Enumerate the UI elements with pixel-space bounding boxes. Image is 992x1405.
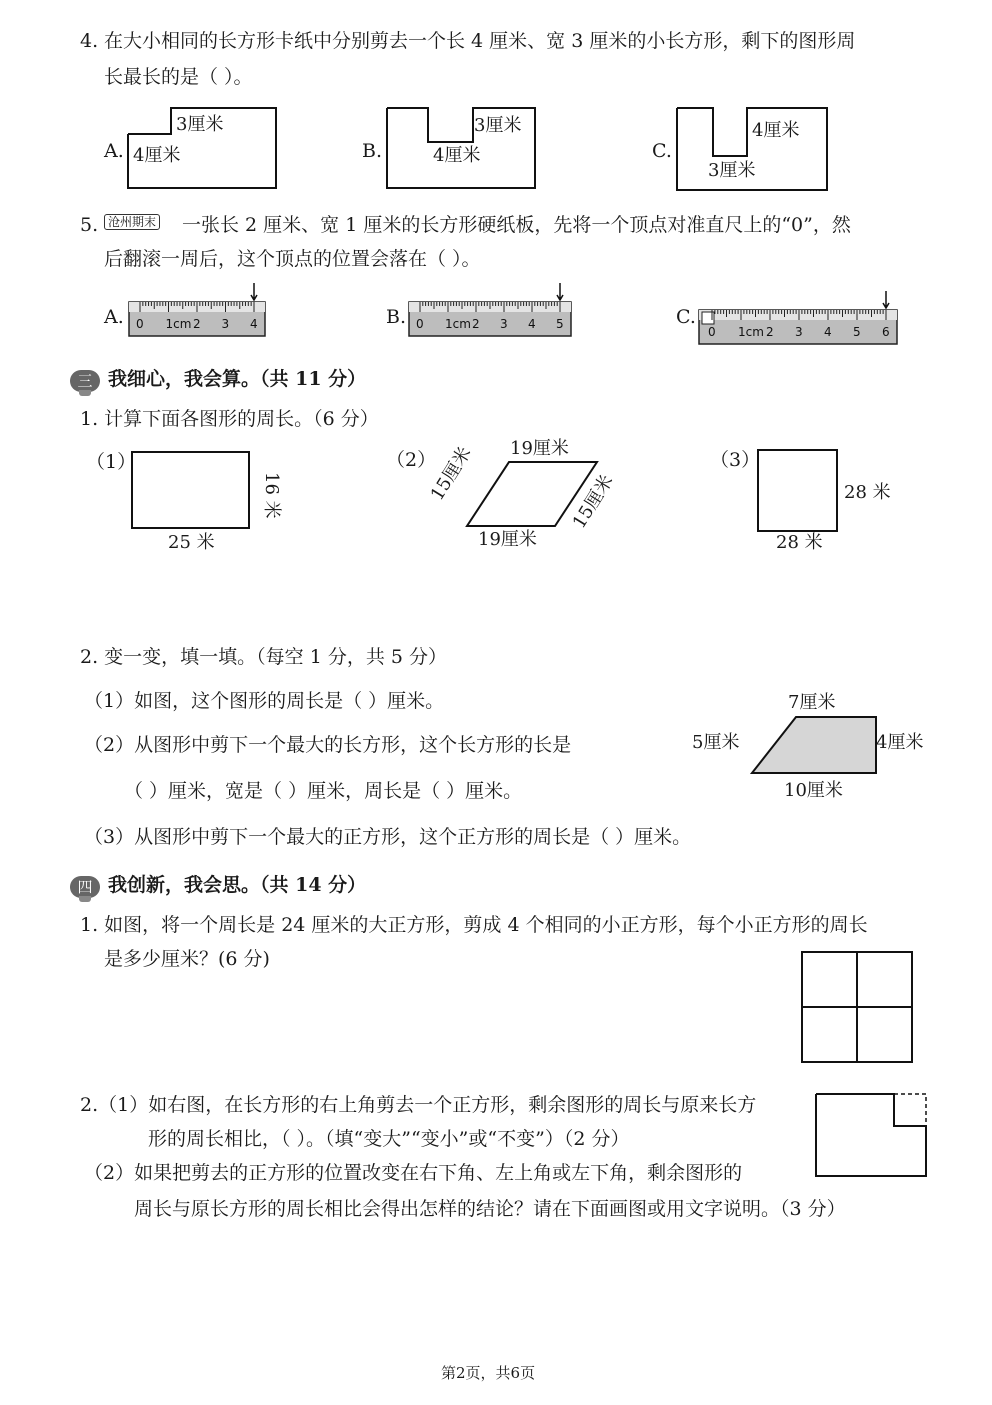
s4-q1-line1: 1. 如图，将一个周长是 24 厘米的大正方形，剪成 4 个相同的小正方形，每个小正方形的周长 [80,914,868,936]
ruler-tick-label: 0 [416,317,424,331]
s3-q1-part3-label: （3） [710,449,761,471]
q4-figure-c [675,104,835,194]
ruler-tick-label: 4 [250,317,258,331]
s3-q2-sub3: （3）从图形中剪下一个最大的正方形，这个正方形的周长是（ ）厘米。 [84,826,692,848]
ruler-arrow [883,291,889,308]
q4-option-c-label: C. [652,140,672,162]
s3-q2-fig-left-label: 5厘米 [692,732,740,753]
ruler-tick-label: 2 [766,325,774,339]
s3-q1-square-bottom-label: 28 米 [776,532,823,553]
s3-q2-trapezoid [750,715,880,777]
q5-number: 5. [80,214,99,236]
section-4-icon: 四 [70,876,100,898]
s3-q1-para-right-label: 15厘米 [568,471,618,533]
section-3-icon: 三 [70,370,100,392]
s3-q1-text: 1. 计算下面各图形的周长。（6 分） [80,408,379,430]
s3-q1-rectangle [130,450,252,532]
s3-q2-fig-top-label: 7厘米 [788,692,836,713]
q4-text-line1: 在大小相同的长方形卡纸中分别剪去一个长 4 厘米、宽 3 厘米的小长方形，剩下的图形周 [104,30,856,52]
s3-q1-part2-label: （2） [386,449,437,471]
ruler-tick-label: 3 [221,317,230,331]
ruler-tick-label: 1cm [165,317,192,331]
s3-q1-square [756,448,840,534]
ruler-tick-label: 2 [193,317,201,331]
page-footer: 第2页，共6页 [441,1364,536,1382]
ruler-arrow [251,283,257,300]
ruler-tick-label: 3 [500,317,508,331]
s4-q2-part1-line2: 形的周长相比，（ ）。（填“变大”“变小”或“不变”）（2 分） [148,1128,630,1150]
s3-q1-para-left-label: 15厘米 [426,443,476,505]
ruler-tick-label: 5 [853,325,861,339]
ruler-tick-label: 4 [824,325,832,339]
q5-source-tag: 沧州期末 [104,214,160,233]
s3-q2-sub1: （1）如图，这个图形的周长是（ ）厘米。 [84,690,445,712]
q4-b-label-right: 3厘米 [474,115,522,136]
q5-ruler-c [698,290,902,350]
q5-ruler-b [408,282,576,342]
q4-c-label-right: 4厘米 [752,120,800,141]
q4-a-label-top: 3厘米 [176,114,224,135]
ruler-tick-label: 4 [528,317,536,331]
s3-q1-part1-label: （1） [86,451,137,473]
ruler-tick-label: 5 [556,317,564,331]
s3-q2-fig-bottom-label: 10厘米 [784,780,843,801]
section-3-title: 我细心，我会算。（共 11 分） [108,368,367,390]
s3-q1-rect-bottom-label: 25 米 [168,532,215,553]
q4-c-label-bottom: 3厘米 [708,160,756,181]
q5-option-a-label: A. [104,306,124,328]
ruler-tick-label: 6 [882,325,890,339]
s4-q2-rectangle-cut [814,1092,930,1180]
s3-q1-para-bottom-label: 19厘米 [478,529,537,550]
s3-q2-sub2-line2: （ ）厘米，宽是（ ）厘米，周长是（ ）厘米。 [124,780,523,802]
s3-q1-para-top-label: 19厘米 [510,438,569,459]
ruler-strip [699,310,897,320]
s4-q1-grid-square [800,950,916,1066]
q5-option-c-label: C. [676,306,696,328]
s4-q1-line2: 是多少厘米？(6 分) [104,948,270,970]
q4-b-label-bottom: 4厘米 [433,145,481,166]
q4-a-label-left: 4厘米 [133,145,181,166]
s3-q1-rect-side-label: 16 米 [261,472,282,519]
s3-q2-sub2-line1: （2）从图形中剪下一个最大的长方形，这个长方形的长是 [84,734,572,756]
q5-text-line1: 一张长 2 厘米、宽 1 厘米的长方形硬纸板，先将一个顶点对准直尺上的“0”，然 [182,214,851,236]
s3-q1-square-side-label: 28 米 [844,482,891,503]
q5-ruler-a [128,282,270,342]
ruler-tick-label: 0 [136,317,144,331]
q4-number: 4. [80,30,99,52]
s3-q2-fig-right-label: 4厘米 [876,732,924,753]
ruler-tick-label: 3 [795,325,803,339]
ruler-tick-label: 2 [472,317,480,331]
ruler-tick-label: 1cm [445,317,471,331]
s4-q2-part2-line2: 周长与原长方形的周长相比会得出怎样的结论？请在下面画图或用文字说明。（3 分） [134,1198,846,1220]
q4-text-line2: 长最长的是（ ）。 [104,66,253,88]
s4-q2-part1-line1: 2.（1）如右图，在长方形的右上角剪去一个正方形，剩余图形的周长与原来长方 [80,1094,757,1116]
q4-option-a-label: A. [104,140,124,162]
s3-q2-text: 2. 变一变，填一填。（每空 1 分，共 5 分） [80,646,448,668]
s4-q2-part2-line1: （2）如果把剪去的正方形的位置改变在右下角、左上角或左下角，剩余图形的 [84,1162,743,1184]
ruler-tick-label: 0 [708,325,716,339]
ruler-arrow [557,283,563,300]
q4-option-b-label: B. [362,140,383,162]
q5-option-b-label: B. [386,306,407,328]
ruler-tick-label: 1cm [738,325,764,339]
q5-text-line2: 后翻滚一周后，这个顶点的位置会落在（ ）。 [104,248,481,270]
section-4-title: 我创新，我会思。（共 14 分） [108,874,367,896]
